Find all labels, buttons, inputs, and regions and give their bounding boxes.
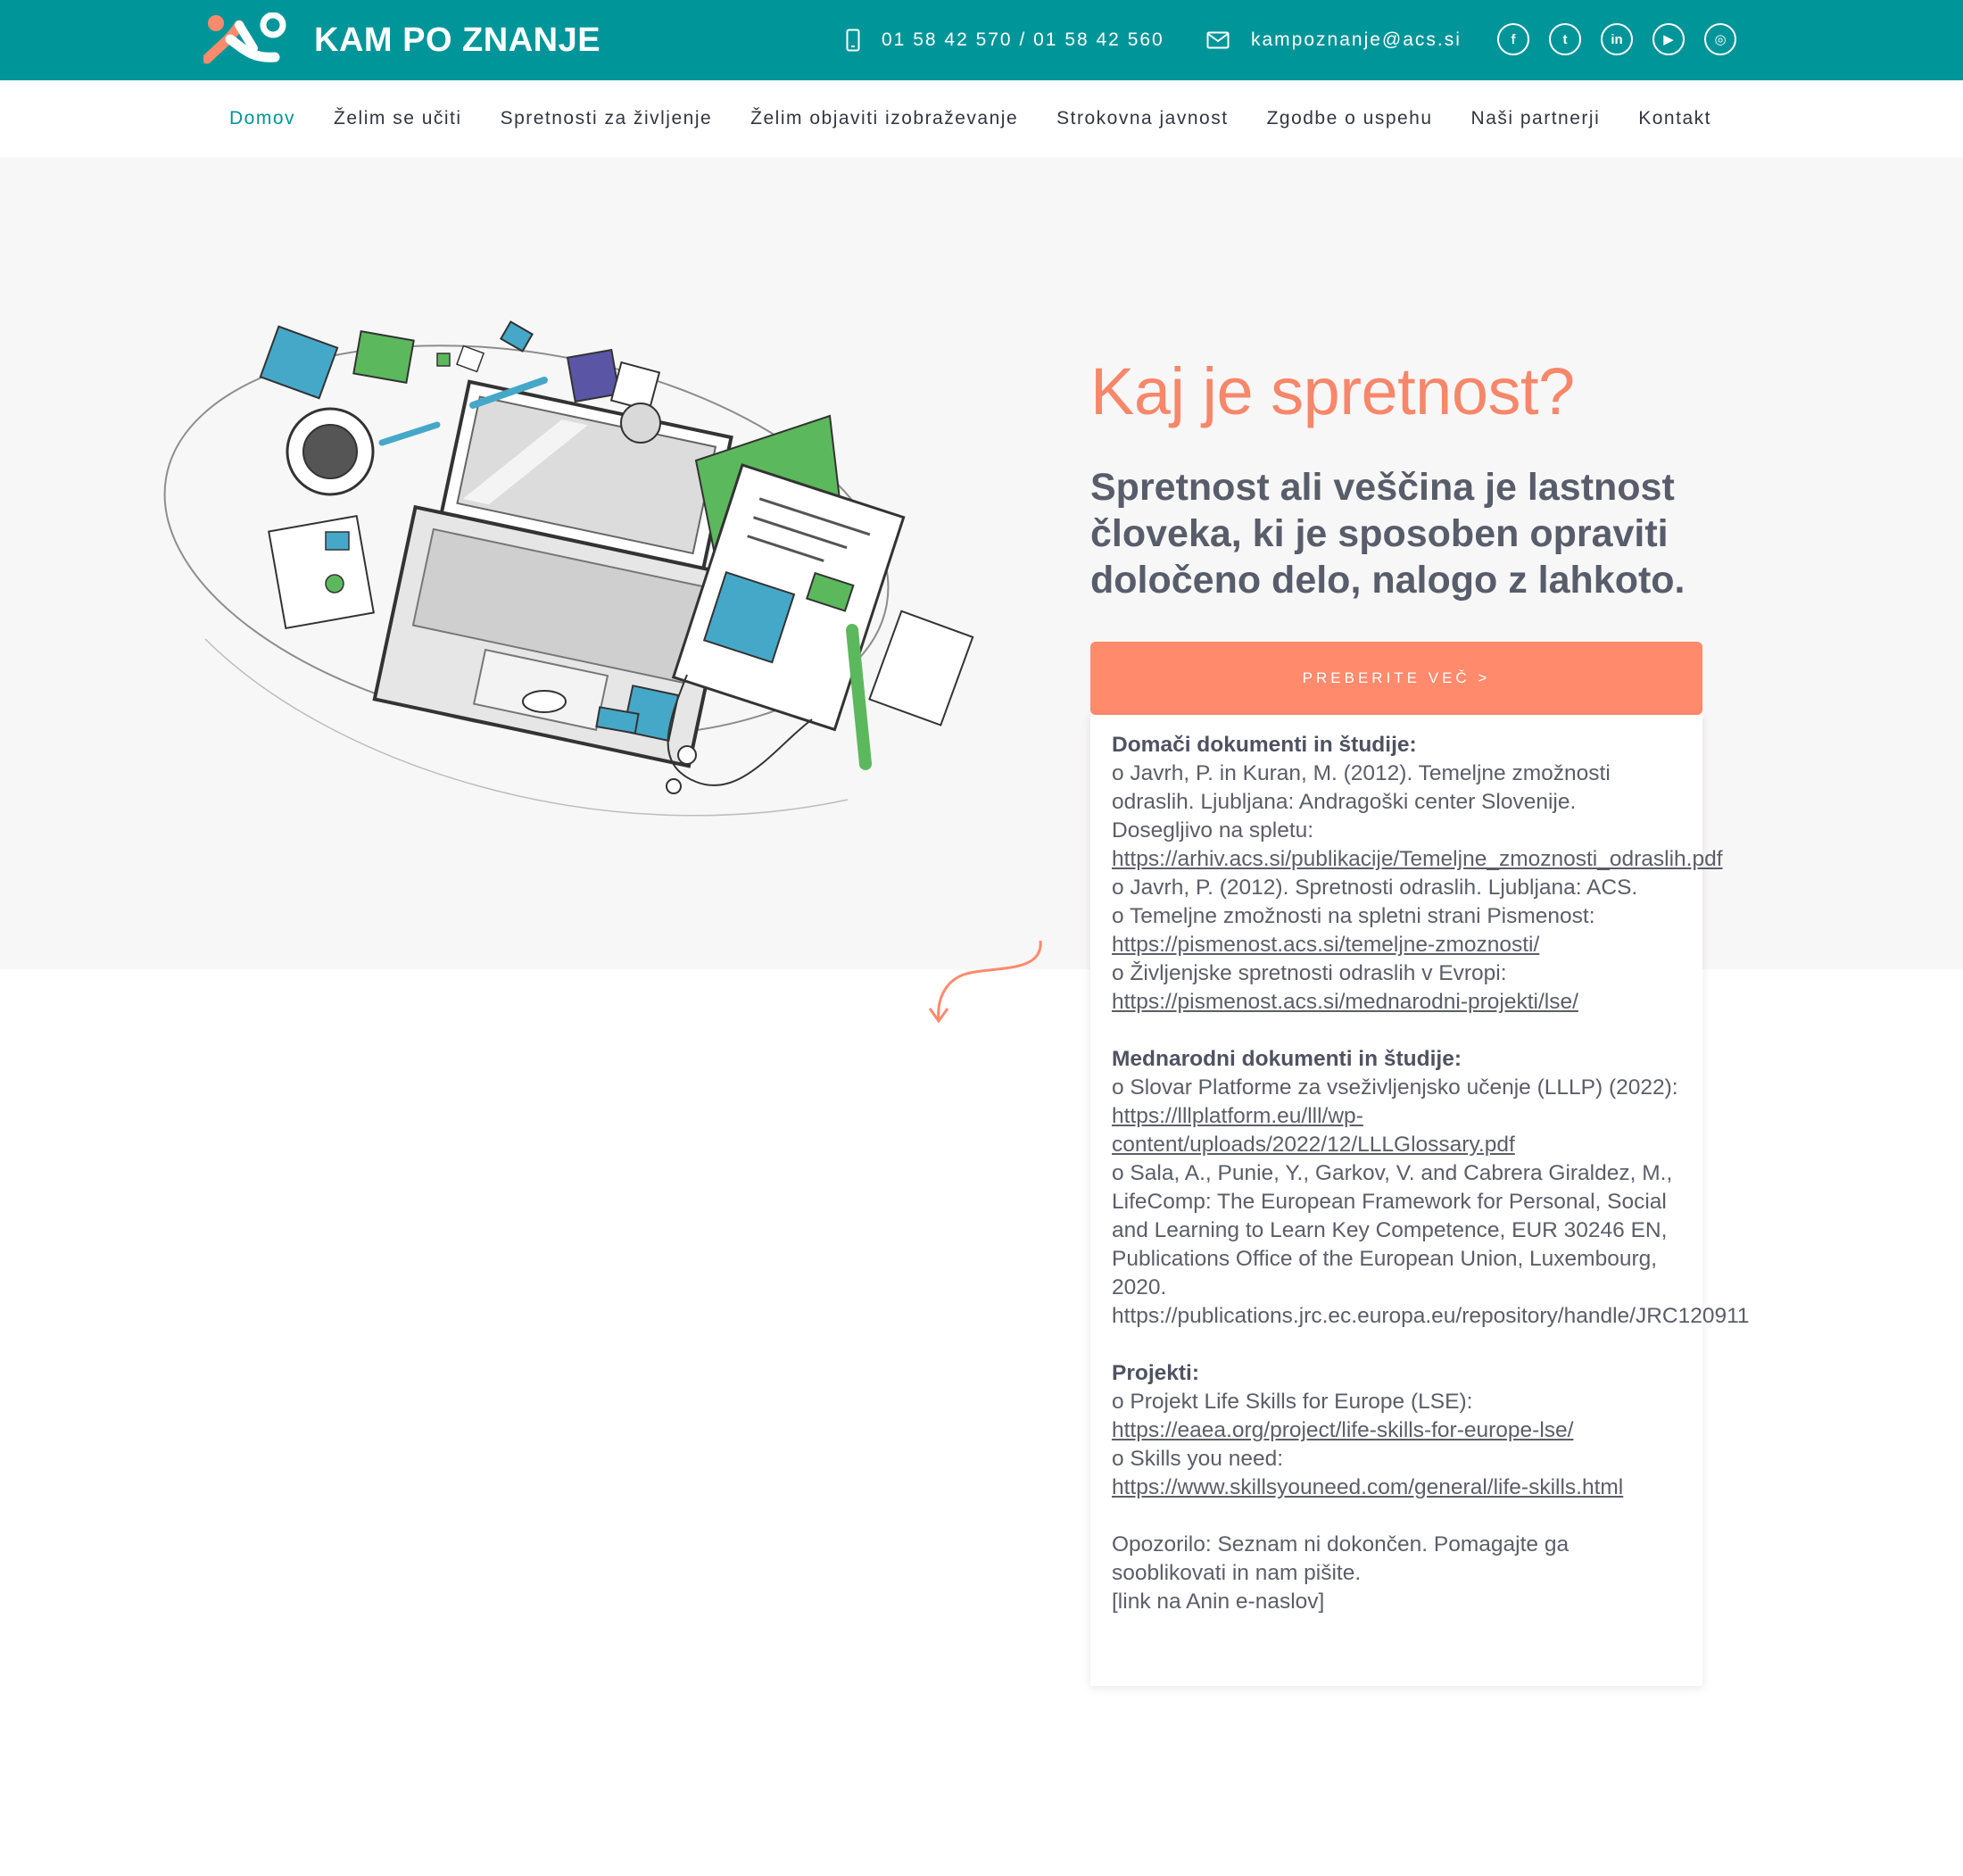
nav-item-zgodbe[interactable]: Zgodbe o uspehu — [1266, 108, 1433, 129]
facebook-icon[interactable]: f — [1497, 23, 1529, 55]
list-item: o Projekt Life Skills for Europe (LSE): https://eaea.org/project/life-skills-for-europe-lse/ — [1112, 1390, 1574, 1442]
warning-note: Opozorilo: Seznam ni dokončen. Pomagajte ga sooblikovati in nam pišite. — [1112, 1532, 1570, 1585]
list-item: o Sala, A., Punie, Y., Garkov, V. and Cabrera Giraldez, M., LifeComp: The European Framework for Personal, Social and Learning to Learn Key Competence, EUR 30246 EN, Publications Office of the European Union, Luxembourg, 2020. https://publications.jrc.ec.europa.eu/repository/handle/JRC120911 — [1112, 1161, 1750, 1328]
phone-contact[interactable] — [846, 23, 1164, 57]
phone-icon — [846, 29, 860, 52]
email-placeholder-link[interactable]: [link na Anin e-naslov] — [1112, 1590, 1325, 1614]
hero-lead-text: Spretnost ali veščina je lastnost človeka, ki je sposoben opraviti določeno delo, nalogo z lahkoto. — [1090, 466, 1686, 602]
list-item: o Javrh, P. (2012). Spretnosti odraslih. Ljubljana: ACS. — [1112, 876, 1638, 900]
email-contact[interactable] — [1206, 23, 1462, 57]
international-docs-heading: Mednarodni dokumenti in študije: — [1112, 1047, 1462, 1071]
desk-illustration — [152, 300, 1008, 835]
curved-arrow-icon — [919, 939, 1044, 1028]
nav-item-zelim-se-uciti[interactable]: Želim se učiti — [334, 108, 462, 129]
nav-item-strokovna-javnost[interactable]: Strokovna javnost — [1056, 108, 1229, 129]
linkedin-icon[interactable]: in — [1601, 23, 1633, 55]
social-links — [1497, 23, 1736, 55]
logo-icon[interactable] — [203, 12, 293, 66]
references-card — [1090, 715, 1750, 1686]
reference-link[interactable]: https://arhiv.acs.si/publikacije/Temeljne_zmoznosti_odraslih.pdf — [1112, 847, 1723, 871]
list-item: o Skills you need: https://www.skillsyouneed.com/general/life-skills.html — [1112, 1447, 1624, 1499]
read-more-button[interactable]: PREBERITE VEČ > — [1090, 642, 1702, 715]
list-item: o Javrh, P. in Kuran, M. (2012). Temeljne zmožnosti odraslih. Ljubljana: Andragoški center Slovenije. Dosegljivo na spletu: https://arhiv.acs.si/publikacije/Temeljne_zmoznosti_odraslih.pdf — [1112, 761, 1723, 871]
page-title: Kaj je spretnost? — [1090, 354, 1575, 428]
list-item: o Temeljne zmožnosti na spletni strani Pismenost: https://pismenost.acs.si/temeljne-zmoznosti/ — [1112, 904, 1595, 957]
nav-item-domov[interactable]: Domov — [229, 108, 296, 129]
mail-icon — [1206, 31, 1230, 49]
phone-number[interactable]: 01 58 42 570 / 01 58 42 560 — [882, 29, 1164, 50]
top-bar — [0, 0, 1963, 80]
projects-heading: Projekti: — [1112, 1361, 1200, 1385]
instagram-icon[interactable]: ◎ — [1704, 23, 1736, 55]
reference-link[interactable]: https://pismenost.acs.si/mednarodni-projekti/lse/ — [1112, 990, 1578, 1014]
reference-link[interactable]: https://lllplatform.eu/lll/wp-content/uploads/2022/12/LLLGlossary.pdf — [1112, 1104, 1515, 1157]
twitter-icon[interactable]: t — [1549, 23, 1581, 55]
list-item: o Slovar Platforme za vseživljenjsko učenje (LLLP) (2022): https://lllplatform.eu/lll/wp-content/uploads/2022/12/LLLGlossary.pdf — [1112, 1075, 1678, 1157]
main-navigation — [0, 80, 1963, 157]
reference-link[interactable]: https://eaea.org/project/life-skills-for-europe-lse/ — [1112, 1418, 1574, 1442]
youtube-icon[interactable]: ▶ — [1652, 23, 1685, 55]
domestic-docs-heading: Domači dokumenti in študije: — [1112, 733, 1417, 757]
nav-item-kontakt[interactable]: Kontakt — [1638, 108, 1711, 129]
nav-item-objaviti[interactable]: Želim objaviti izobraževanje — [750, 108, 1019, 129]
list-item: o Življenjske spretnosti odraslih v Evropi: https://pismenost.acs.si/mednarodni-projekti/lse/ — [1112, 961, 1578, 1014]
reference-link[interactable]: https://pismenost.acs.si/temeljne-zmoznosti/ — [1112, 933, 1540, 957]
email-address[interactable]: kampoznanje@acs.si — [1251, 29, 1462, 50]
reference-link[interactable]: https://www.skillsyouneed.com/general/life-skills.html — [1112, 1475, 1624, 1499]
nav-item-partnerji[interactable]: Naši partnerji — [1470, 108, 1601, 129]
brand-name[interactable]: KAM PO ZNANJE — [314, 21, 601, 59]
nav-item-spretnosti[interactable]: Spretnosti za življenje — [500, 108, 713, 129]
